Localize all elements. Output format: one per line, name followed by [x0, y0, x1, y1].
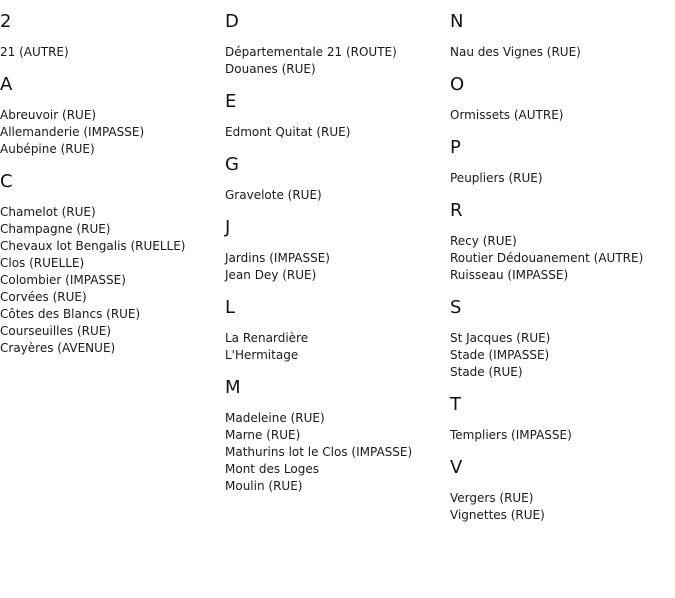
street-link[interactable]: Mont des Loges [225, 462, 319, 476]
street-link[interactable]: Abreuvoir (RUE) [0, 108, 97, 122]
letter-heading: T [450, 394, 461, 415]
street-index-column-2 [225, 12, 445, 509]
street-list [0, 107, 220, 158]
street-link[interactable]: Templiers (IMPASSE) [450, 428, 572, 442]
street-link[interactable]: Champagne (RUE) [0, 222, 111, 236]
street-link[interactable]: Ormissets (AUTRE) [450, 108, 564, 122]
letter-heading: N [450, 11, 464, 32]
street-link[interactable]: Chamelot (RUE) [0, 205, 96, 219]
street-link[interactable]: Madeleine (RUE) [225, 411, 325, 425]
street-link[interactable]: Nau des Vignes (RUE) [450, 45, 581, 59]
street-link[interactable]: St Jacques (RUE) [450, 331, 551, 345]
letter-heading: O [450, 74, 465, 95]
street-list [450, 427, 670, 444]
letter-group [0, 172, 220, 357]
street-link[interactable]: Vergers (RUE) [450, 491, 534, 505]
street-link[interactable]: Stade (RUE) [450, 365, 523, 379]
street-list [450, 233, 670, 284]
street-list [450, 170, 670, 187]
letter-group [450, 138, 670, 187]
street-link[interactable]: Départementale 21 (ROUTE) [225, 45, 397, 59]
street-link[interactable]: Clos (RUELLE) [0, 256, 85, 270]
letter-group [225, 92, 445, 141]
street-list [225, 250, 445, 284]
street-list [225, 330, 445, 364]
letter-group [450, 12, 670, 61]
letter-group [450, 298, 670, 381]
street-link[interactable]: Jean Dey (RUE) [225, 268, 317, 282]
street-link[interactable]: Allemanderie (IMPASSE) [0, 125, 145, 139]
letter-heading: R [450, 200, 463, 221]
street-link[interactable]: La Renardière [225, 331, 309, 345]
letter-group [450, 395, 670, 444]
letter-heading: L [225, 297, 236, 318]
letter-heading: P [450, 137, 461, 158]
street-list [0, 204, 220, 357]
letter-heading: E [225, 91, 237, 112]
letter-group [225, 218, 445, 284]
street-link[interactable]: Douanes (RUE) [225, 62, 316, 76]
letter-heading: S [450, 297, 462, 318]
street-link[interactable]: Jardins (IMPASSE) [225, 251, 330, 265]
letter-group [225, 298, 445, 364]
street-link[interactable]: Courseuilles (RUE) [0, 324, 112, 338]
street-list [450, 44, 670, 61]
street-list [450, 330, 670, 381]
street-link[interactable]: Routier Dédouanement (AUTRE) [450, 251, 644, 265]
street-link[interactable]: Mathurins lot le Clos (IMPASSE) [225, 445, 413, 459]
street-list [225, 44, 445, 78]
street-list [0, 44, 220, 61]
street-list [450, 107, 670, 124]
street-link[interactable]: Colombier (IMPASSE) [0, 273, 126, 287]
letter-group [450, 201, 670, 284]
street-link[interactable]: Crayères (AVENUE) [0, 341, 116, 355]
street-list [225, 187, 445, 204]
street-list [225, 410, 445, 495]
street-link[interactable]: Chevaux lot Bengalis (RUELLE) [0, 239, 186, 253]
street-link[interactable]: Vignettes (RUE) [450, 508, 545, 522]
street-link[interactable]: Corvées (RUE) [0, 290, 87, 304]
letter-group [225, 378, 445, 495]
letter-group [0, 75, 220, 158]
street-link[interactable]: Peupliers (RUE) [450, 171, 543, 185]
street-index-column-1 [0, 12, 220, 371]
street-link[interactable]: L'Hermitage [225, 348, 299, 362]
street-link[interactable]: Côtes des Blancs (RUE) [0, 307, 141, 321]
letter-heading: A [0, 74, 13, 95]
letter-heading: D [225, 11, 239, 32]
letter-group [225, 155, 445, 204]
letter-group [450, 75, 670, 124]
letter-heading: M [225, 377, 241, 398]
letter-heading: J [225, 217, 231, 238]
street-link[interactable]: Marne (RUE) [225, 428, 301, 442]
street-link[interactable]: 21 (AUTRE) [0, 45, 69, 59]
street-link[interactable]: Recy (RUE) [450, 234, 517, 248]
street-link[interactable]: Aubépine (RUE) [0, 142, 95, 156]
street-list [450, 490, 670, 524]
letter-group [450, 458, 670, 524]
street-link[interactable]: Gravelote (RUE) [225, 188, 322, 202]
street-index-column-3 [450, 12, 670, 538]
letter-heading: G [225, 154, 239, 175]
street-link[interactable]: Moulin (RUE) [225, 479, 303, 493]
street-link[interactable]: Ruisseau (IMPASSE) [450, 268, 569, 282]
street-link[interactable]: Stade (IMPASSE) [450, 348, 550, 362]
letter-heading: 2 [0, 11, 12, 32]
letter-heading: C [0, 171, 13, 192]
street-link[interactable]: Edmont Quitat (RUE) [225, 125, 351, 139]
street-list [225, 124, 445, 141]
letter-heading: V [450, 457, 463, 478]
letter-group [0, 12, 220, 61]
letter-group [225, 12, 445, 78]
